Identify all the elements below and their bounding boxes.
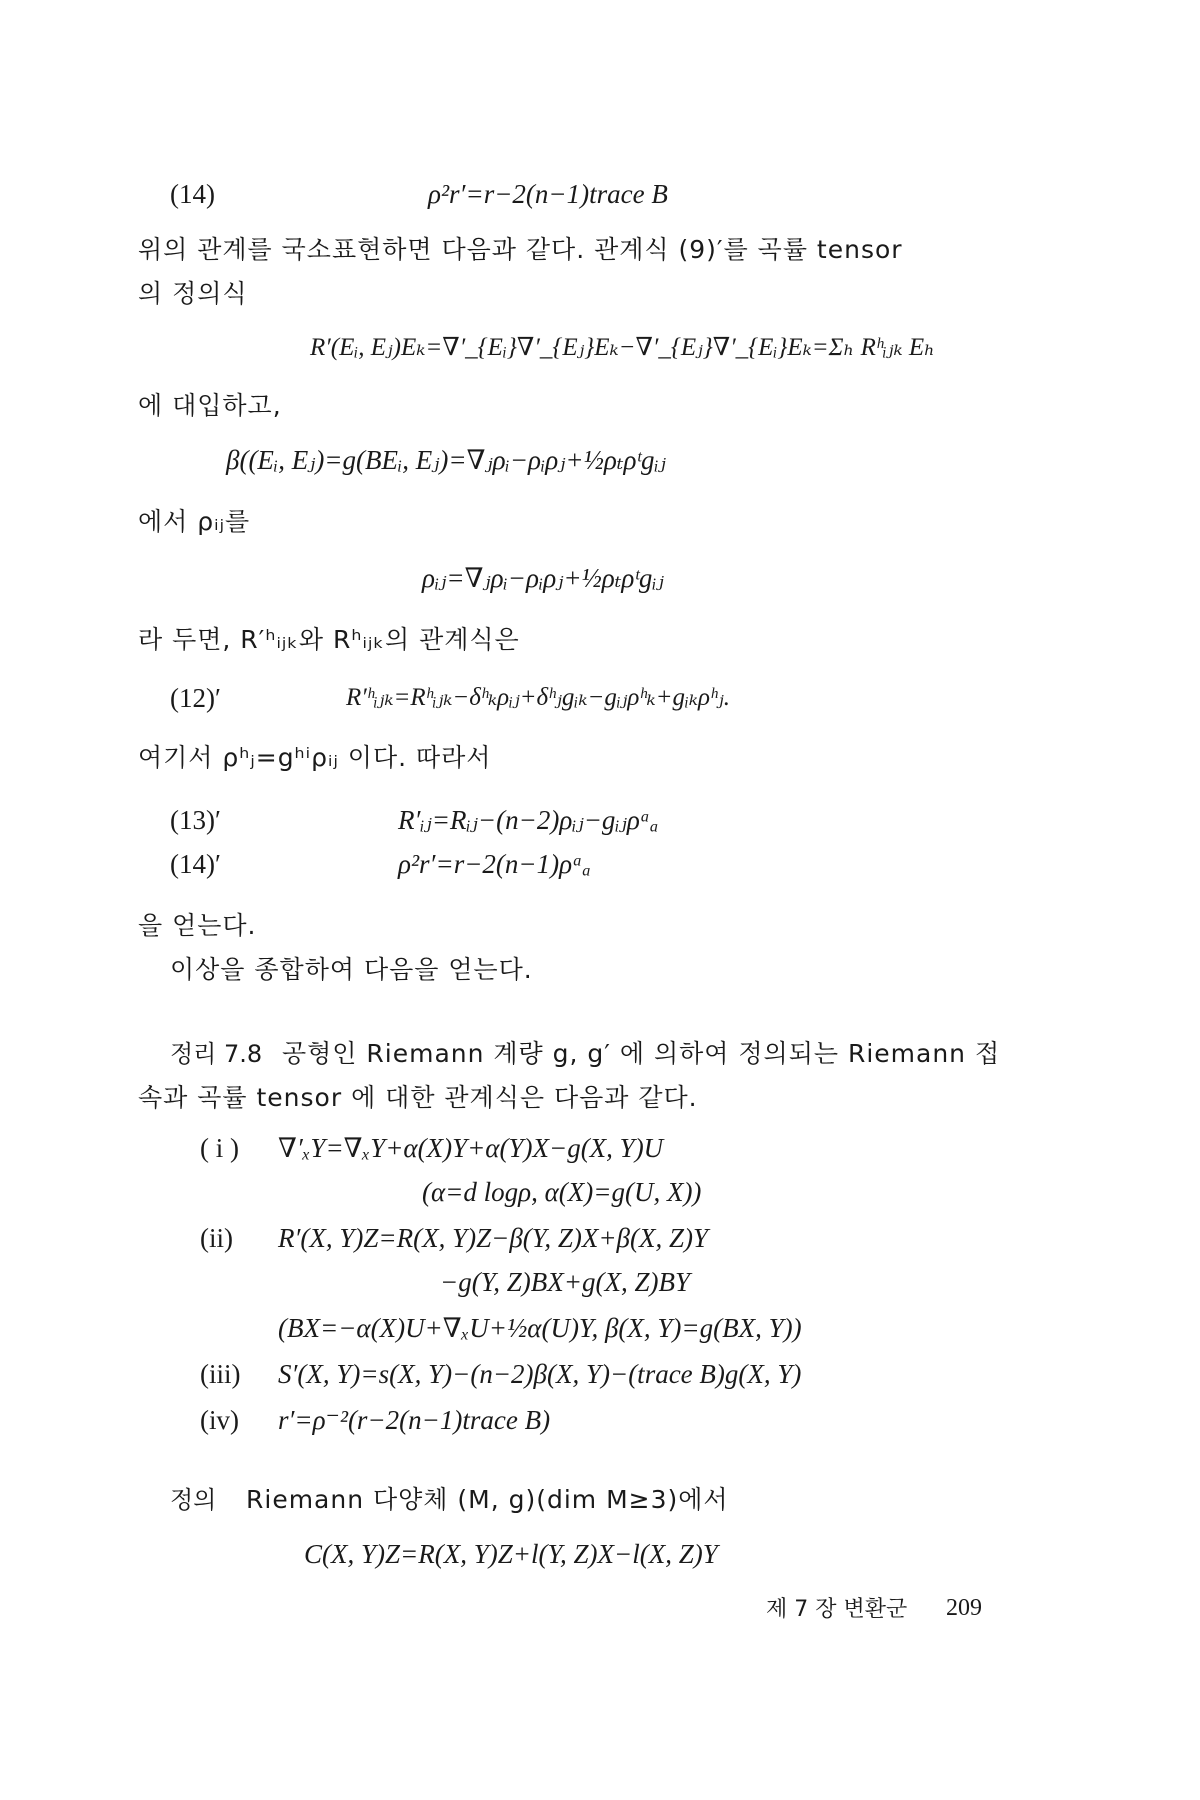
theorem-item-formula: (α=d logρ, α(X)=g(U, X))	[422, 1177, 702, 1207]
eq14-formula: ρ²r′=r−2(n−1)trace B	[428, 179, 668, 209]
theorem-item-formula: R′(X, Y)Z=R(X, Y)Z−β(Y, Z)X+β(X, Z)Y	[278, 1223, 708, 1253]
theorem-item-label: (ii)	[200, 1223, 233, 1253]
theorem-line-2: 속과 곡률 tensor 에 대한 관계식은 다음과 같다.	[138, 1083, 698, 1112]
page-number: 209	[946, 1595, 982, 1621]
definition-line-1: Riemann 다양체 (M, g)(dim M≥3)에서	[246, 1485, 729, 1514]
eq12p-formula: R′ʰᵢⱼₖ=Rʰᵢⱼₖ−δʰₖρᵢⱼ+δʰⱼgᵢₖ−gᵢⱼρʰₖ+gᵢₖρʰⱼ.	[346, 684, 730, 711]
eq14p-formula: ρ²r′=r−2(n−1)ρᵃₐ	[398, 849, 591, 879]
theorem-line-1: 공형인 Riemann 계량 g, g′ 에 의하여 정의되는 Riemann 접	[282, 1039, 1001, 1068]
rho-formula: ρᵢⱼ=∇ⱼρᵢ−ρᵢρⱼ+½ρₜρᵗgᵢⱼ	[422, 563, 664, 593]
eq12p-label: (12)′	[170, 683, 221, 713]
paragraph-line-5: 라 두면, R′ʰᵢⱼₖ와 Rʰᵢⱼₖ의 관계식은	[138, 625, 520, 654]
theorem-item-formula: −g(Y, Z)BX+g(X, Z)BY	[440, 1267, 690, 1297]
eq14p-label: (14)′	[170, 849, 221, 879]
running-footer-chapter: 제 7 장 변환군	[766, 1597, 908, 1622]
paragraph-line-4: 에서 ρᵢⱼ를	[138, 507, 251, 536]
definition-formula: C(X, Y)Z=R(X, Y)Z+l(Y, Z)X−l(X, Z)Y	[304, 1539, 718, 1569]
paragraph-line-7: 을 얻는다.	[138, 911, 257, 940]
paragraph-line-3: 에 대입하고,	[138, 391, 282, 420]
eq13p-formula: R′ᵢⱼ=Rᵢⱼ−(n−2)ρᵢⱼ−gᵢⱼρᵃₐ	[398, 805, 659, 835]
paragraph-line-6: 여기서 ρʰⱼ=gʰⁱρᵢⱼ 이다. 따라서	[138, 743, 492, 772]
theorem-heading: 정리 7.8	[170, 1040, 263, 1068]
theorem-item-formula: ∇′ₓY=∇ₓY+α(X)Y+α(Y)X−g(X, Y)U	[278, 1133, 664, 1163]
curvature-definition-formula: R′(Eᵢ, Eⱼ)Eₖ=∇′_{Eᵢ}∇′_{Eⱼ}Eₖ−∇′_{Eⱼ}∇′_{Eᵢ}Eₖ=Σₕ Rʰᵢⱼₖ Eₕ	[310, 334, 935, 361]
theorem-item-formula: S′(X, Y)=s(X, Y)−(n−2)β(X, Y)−(trace B)g(X, Y)	[278, 1359, 802, 1389]
paragraph-line-2: 의 정의식	[138, 279, 248, 308]
definition-heading: 정의	[170, 1486, 217, 1514]
theorem-item-formula: (BX=−α(X)U+∇ₓU+½α(U)Y, β(X, Y)=g(BX, Y))	[278, 1313, 802, 1343]
theorem-item-formula: r′=ρ⁻²(r−2(n−1)trace B)	[278, 1405, 551, 1435]
paragraph-line-8: 이상을 종합하여 다음을 얻는다.	[170, 955, 533, 984]
beta-formula: β((Eᵢ, Eⱼ)=g(BEᵢ, Eⱼ)=∇ⱼρᵢ−ρᵢρⱼ+½ρₜρᵗgᵢⱼ	[226, 445, 666, 475]
theorem-item-label: ( i )	[200, 1133, 239, 1163]
theorem-item-label: (iii)	[200, 1359, 241, 1389]
theorem-item-label: (iv)	[200, 1405, 239, 1435]
eq14-label: (14)	[170, 179, 215, 209]
paragraph-line-1: 위의 관계를 국소표현하면 다음과 같다. 관계식 (9)′를 곡률 tensor	[138, 235, 903, 264]
eq13p-label: (13)′	[170, 805, 221, 835]
